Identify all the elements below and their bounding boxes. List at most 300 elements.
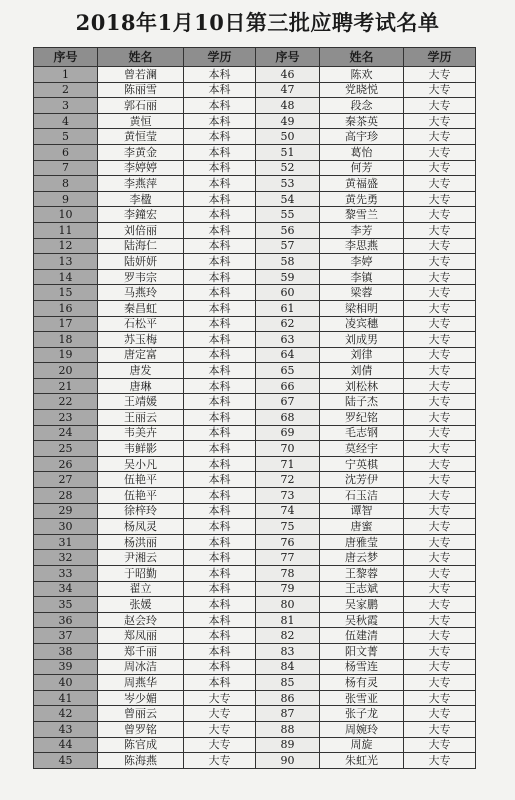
right-name-cell: 唐云梦 xyxy=(320,550,404,566)
table-row xyxy=(34,285,476,301)
left-edu-cell: 本科 xyxy=(184,254,256,270)
right-seq-cell: 84 xyxy=(256,659,320,675)
right-name-cell: 秦茶英 xyxy=(320,113,404,129)
left-name-cell: 马燕玲 xyxy=(98,285,184,301)
right-edu-cell: 大专 xyxy=(404,82,476,98)
left-edu-cell: 本科 xyxy=(184,113,256,129)
left-name-cell: 李婷婷 xyxy=(98,160,184,176)
page-title: 2018年1月10日第三批应聘考试名单 xyxy=(75,10,440,35)
left-name-cell: 陈丽雪 xyxy=(98,82,184,98)
right-name-cell: 何芳 xyxy=(320,160,404,176)
left-seq-cell: 10 xyxy=(34,207,98,223)
right-name-cell: 唐蜜 xyxy=(320,519,404,535)
left-name-cell: 黄恒 xyxy=(98,113,184,129)
right-name-cell: 吴秋霞 xyxy=(320,612,404,628)
right-edu-cell: 大专 xyxy=(404,316,476,332)
table-row xyxy=(34,394,476,410)
left-name-cell: 李黄金 xyxy=(98,144,184,160)
left-seq-cell: 17 xyxy=(34,316,98,332)
left-edu-cell: 本科 xyxy=(184,659,256,675)
right-seq-cell: 46 xyxy=(256,67,320,83)
table-row xyxy=(34,581,476,597)
table-row xyxy=(34,721,476,737)
table-row xyxy=(34,300,476,316)
right-name-cell: 王黎蓉 xyxy=(320,566,404,582)
right-name-cell: 罗纪铭 xyxy=(320,410,404,426)
right-name-cell: 黎雪兰 xyxy=(320,207,404,223)
left-seq-cell: 5 xyxy=(34,129,98,145)
table-row xyxy=(34,441,476,457)
left-edu-cell: 本科 xyxy=(184,456,256,472)
right-name-cell: 陆子杰 xyxy=(320,394,404,410)
right-name-cell: 朱虹光 xyxy=(320,753,404,769)
right-seq-cell: 67 xyxy=(256,394,320,410)
left-name-cell: 王靖媛 xyxy=(98,394,184,410)
right-name-cell: 李思燕 xyxy=(320,238,404,254)
right-seq-cell: 73 xyxy=(256,488,320,504)
left-seq-cell: 3 xyxy=(34,98,98,114)
right-edu-cell: 大专 xyxy=(404,363,476,379)
left-name-cell: 郭石丽 xyxy=(98,98,184,114)
header-seq-left: 序号 xyxy=(34,48,98,67)
right-name-cell: 莫经宇 xyxy=(320,441,404,457)
right-name-cell: 李芳 xyxy=(320,222,404,238)
left-name-cell: 曾罗铭 xyxy=(98,721,184,737)
left-edu-cell: 本科 xyxy=(184,425,256,441)
right-edu-cell: 大专 xyxy=(404,176,476,192)
right-name-cell: 梁相明 xyxy=(320,300,404,316)
left-seq-cell: 39 xyxy=(34,659,98,675)
left-edu-cell: 本科 xyxy=(184,347,256,363)
right-seq-cell: 74 xyxy=(256,503,320,519)
table-row xyxy=(34,82,476,98)
right-edu-cell: 大专 xyxy=(404,207,476,223)
table-row xyxy=(34,269,476,285)
candidate-table xyxy=(33,47,476,769)
left-seq-cell: 21 xyxy=(34,378,98,394)
table-row xyxy=(34,129,476,145)
right-seq-cell: 83 xyxy=(256,643,320,659)
right-seq-cell: 60 xyxy=(256,285,320,301)
table-row xyxy=(34,612,476,628)
left-seq-cell: 2 xyxy=(34,82,98,98)
left-edu-cell: 本科 xyxy=(184,300,256,316)
right-seq-cell: 66 xyxy=(256,378,320,394)
left-seq-cell: 20 xyxy=(34,363,98,379)
right-edu-cell: 大专 xyxy=(404,394,476,410)
left-name-cell: 王丽云 xyxy=(98,410,184,426)
right-edu-cell: 大专 xyxy=(404,643,476,659)
table-row xyxy=(34,706,476,722)
left-edu-cell: 本科 xyxy=(184,597,256,613)
right-name-cell: 梁蓉 xyxy=(320,285,404,301)
right-name-cell: 张子龙 xyxy=(320,706,404,722)
left-seq-cell: 13 xyxy=(34,254,98,270)
right-name-cell: 周旋 xyxy=(320,737,404,753)
left-seq-cell: 45 xyxy=(34,753,98,769)
table-row xyxy=(34,597,476,613)
table-row xyxy=(34,534,476,550)
right-name-cell: 谭智 xyxy=(320,503,404,519)
right-edu-cell: 大专 xyxy=(404,98,476,114)
table-row xyxy=(34,425,476,441)
left-name-cell: 刘倍丽 xyxy=(98,222,184,238)
table-row xyxy=(34,675,476,691)
right-name-cell: 杨有灵 xyxy=(320,675,404,691)
header-edu-right: 学历 xyxy=(404,48,476,67)
left-edu-cell: 本科 xyxy=(184,222,256,238)
left-name-cell: 罗韦宗 xyxy=(98,269,184,285)
left-edu-cell: 本科 xyxy=(184,269,256,285)
right-seq-cell: 48 xyxy=(256,98,320,114)
left-edu-cell: 本科 xyxy=(184,82,256,98)
right-seq-cell: 76 xyxy=(256,534,320,550)
right-edu-cell: 大专 xyxy=(404,721,476,737)
right-seq-cell: 65 xyxy=(256,363,320,379)
left-edu-cell: 本科 xyxy=(184,98,256,114)
right-edu-cell: 大专 xyxy=(404,737,476,753)
table-row xyxy=(34,378,476,394)
right-seq-cell: 54 xyxy=(256,191,320,207)
left-edu-cell: 本科 xyxy=(184,238,256,254)
right-edu-cell: 大专 xyxy=(404,160,476,176)
left-edu-cell: 大专 xyxy=(184,690,256,706)
right-name-cell: 唐雅莹 xyxy=(320,534,404,550)
right-name-cell: 高宇珍 xyxy=(320,129,404,145)
right-name-cell: 黄福盛 xyxy=(320,176,404,192)
right-edu-cell: 大专 xyxy=(404,425,476,441)
table-row xyxy=(34,67,476,83)
right-edu-cell: 大专 xyxy=(404,254,476,270)
left-name-cell: 陆海仁 xyxy=(98,238,184,254)
right-name-cell: 王志斌 xyxy=(320,581,404,597)
table-row xyxy=(34,144,476,160)
right-name-cell: 毛志钢 xyxy=(320,425,404,441)
right-edu-cell: 大专 xyxy=(404,441,476,457)
right-seq-cell: 85 xyxy=(256,675,320,691)
left-seq-cell: 16 xyxy=(34,300,98,316)
left-seq-cell: 33 xyxy=(34,566,98,582)
left-seq-cell: 23 xyxy=(34,410,98,426)
left-name-cell: 周冰洁 xyxy=(98,659,184,675)
right-seq-cell: 57 xyxy=(256,238,320,254)
right-name-cell: 宁英棋 xyxy=(320,456,404,472)
right-edu-cell: 大专 xyxy=(404,285,476,301)
table-row xyxy=(34,488,476,504)
left-edu-cell: 大专 xyxy=(184,706,256,722)
left-name-cell: 韦美卉 xyxy=(98,425,184,441)
right-seq-cell: 80 xyxy=(256,597,320,613)
left-seq-cell: 35 xyxy=(34,597,98,613)
left-seq-cell: 29 xyxy=(34,503,98,519)
right-edu-cell: 大专 xyxy=(404,410,476,426)
left-edu-cell: 本科 xyxy=(184,144,256,160)
left-seq-cell: 28 xyxy=(34,488,98,504)
right-seq-cell: 70 xyxy=(256,441,320,457)
right-edu-cell: 大专 xyxy=(404,581,476,597)
right-name-cell: 石玉洁 xyxy=(320,488,404,504)
right-name-cell: 吴家鹏 xyxy=(320,597,404,613)
right-seq-cell: 71 xyxy=(256,456,320,472)
left-seq-cell: 11 xyxy=(34,222,98,238)
left-edu-cell: 本科 xyxy=(184,129,256,145)
table-row xyxy=(34,737,476,753)
right-seq-cell: 79 xyxy=(256,581,320,597)
left-seq-cell: 32 xyxy=(34,550,98,566)
left-seq-cell: 27 xyxy=(34,472,98,488)
left-edu-cell: 本科 xyxy=(184,285,256,301)
right-seq-cell: 64 xyxy=(256,347,320,363)
right-seq-cell: 58 xyxy=(256,254,320,270)
header-name-right: 姓名 xyxy=(320,48,404,67)
right-edu-cell: 大专 xyxy=(404,612,476,628)
right-seq-cell: 87 xyxy=(256,706,320,722)
right-name-cell: 刘律 xyxy=(320,347,404,363)
left-name-cell: 尹湘云 xyxy=(98,550,184,566)
right-seq-cell: 61 xyxy=(256,300,320,316)
right-seq-cell: 89 xyxy=(256,737,320,753)
left-seq-cell: 25 xyxy=(34,441,98,457)
right-edu-cell: 大专 xyxy=(404,503,476,519)
right-name-cell: 李婷 xyxy=(320,254,404,270)
right-seq-cell: 55 xyxy=(256,207,320,223)
right-edu-cell: 大专 xyxy=(404,222,476,238)
left-seq-cell: 18 xyxy=(34,332,98,348)
left-name-cell: 郑千丽 xyxy=(98,643,184,659)
left-edu-cell: 本科 xyxy=(184,519,256,535)
left-name-cell: 陈官成 xyxy=(98,737,184,753)
table-row xyxy=(34,347,476,363)
left-name-cell: 唐定富 xyxy=(98,347,184,363)
left-seq-cell: 43 xyxy=(34,721,98,737)
left-name-cell: 徐梓玲 xyxy=(98,503,184,519)
left-edu-cell: 本科 xyxy=(184,160,256,176)
left-name-cell: 唐发 xyxy=(98,363,184,379)
right-name-cell: 段念 xyxy=(320,98,404,114)
left-name-cell: 陈海燕 xyxy=(98,753,184,769)
right-name-cell: 阳文菁 xyxy=(320,643,404,659)
left-edu-cell: 本科 xyxy=(184,643,256,659)
left-name-cell: 张媛 xyxy=(98,597,184,613)
left-name-cell: 杨洪丽 xyxy=(98,534,184,550)
left-seq-cell: 7 xyxy=(34,160,98,176)
right-edu-cell: 大专 xyxy=(404,129,476,145)
right-edu-cell: 大专 xyxy=(404,675,476,691)
right-seq-cell: 82 xyxy=(256,628,320,644)
right-edu-cell: 大专 xyxy=(404,519,476,535)
right-name-cell: 陈欢 xyxy=(320,67,404,83)
right-name-cell: 张雪亚 xyxy=(320,690,404,706)
left-name-cell: 岑少媚 xyxy=(98,690,184,706)
left-seq-cell: 37 xyxy=(34,628,98,644)
left-edu-cell: 大专 xyxy=(184,737,256,753)
header-edu-left: 学历 xyxy=(184,48,256,67)
table-row xyxy=(34,238,476,254)
left-seq-cell: 8 xyxy=(34,176,98,192)
left-name-cell: 李楹 xyxy=(98,191,184,207)
table-row xyxy=(34,566,476,582)
table-row xyxy=(34,456,476,472)
right-seq-cell: 53 xyxy=(256,176,320,192)
right-edu-cell: 大专 xyxy=(404,488,476,504)
left-seq-cell: 19 xyxy=(34,347,98,363)
header-seq-right: 序号 xyxy=(256,48,320,67)
left-edu-cell: 大专 xyxy=(184,753,256,769)
table-row xyxy=(34,316,476,332)
left-seq-cell: 26 xyxy=(34,456,98,472)
table-row xyxy=(34,160,476,176)
left-name-cell: 周燕华 xyxy=(98,675,184,691)
right-edu-cell: 大专 xyxy=(404,706,476,722)
left-edu-cell: 本科 xyxy=(184,488,256,504)
left-seq-cell: 30 xyxy=(34,519,98,535)
right-edu-cell: 大专 xyxy=(404,597,476,613)
left-edu-cell: 本科 xyxy=(184,581,256,597)
table-row xyxy=(34,191,476,207)
left-edu-cell: 本科 xyxy=(184,472,256,488)
right-seq-cell: 68 xyxy=(256,410,320,426)
left-edu-cell: 本科 xyxy=(184,566,256,582)
table-row xyxy=(34,207,476,223)
left-name-cell: 李鐘宏 xyxy=(98,207,184,223)
right-edu-cell: 大专 xyxy=(404,269,476,285)
table-row xyxy=(34,690,476,706)
right-name-cell: 葛怡 xyxy=(320,144,404,160)
right-edu-cell: 大专 xyxy=(404,144,476,160)
right-seq-cell: 59 xyxy=(256,269,320,285)
right-edu-cell: 大专 xyxy=(404,332,476,348)
left-seq-cell: 36 xyxy=(34,612,98,628)
right-name-cell: 黄先勇 xyxy=(320,191,404,207)
left-seq-cell: 9 xyxy=(34,191,98,207)
right-name-cell: 李镇 xyxy=(320,269,404,285)
left-seq-cell: 42 xyxy=(34,706,98,722)
table-row xyxy=(34,628,476,644)
right-name-cell: 刘松林 xyxy=(320,378,404,394)
left-edu-cell: 本科 xyxy=(184,378,256,394)
left-edu-cell: 本科 xyxy=(184,207,256,223)
right-edu-cell: 大专 xyxy=(404,456,476,472)
left-seq-cell: 38 xyxy=(34,643,98,659)
right-seq-cell: 88 xyxy=(256,721,320,737)
left-edu-cell: 本科 xyxy=(184,176,256,192)
header-row xyxy=(34,48,476,67)
left-edu-cell: 本科 xyxy=(184,363,256,379)
right-seq-cell: 50 xyxy=(256,129,320,145)
right-edu-cell: 大专 xyxy=(404,191,476,207)
left-edu-cell: 本科 xyxy=(184,191,256,207)
left-edu-cell: 本科 xyxy=(184,503,256,519)
right-seq-cell: 49 xyxy=(256,113,320,129)
left-edu-cell: 本科 xyxy=(184,410,256,426)
left-seq-cell: 41 xyxy=(34,690,98,706)
left-name-cell: 曾若澜 xyxy=(98,67,184,83)
right-edu-cell: 大专 xyxy=(404,238,476,254)
table-row xyxy=(34,550,476,566)
right-edu-cell: 大专 xyxy=(404,690,476,706)
left-name-cell: 伍艳平 xyxy=(98,488,184,504)
left-seq-cell: 12 xyxy=(34,238,98,254)
left-edu-cell: 本科 xyxy=(184,628,256,644)
left-name-cell: 苏玉梅 xyxy=(98,332,184,348)
left-edu-cell: 本科 xyxy=(184,534,256,550)
left-seq-cell: 14 xyxy=(34,269,98,285)
header-name-left: 姓名 xyxy=(98,48,184,67)
right-name-cell: 凌宾穗 xyxy=(320,316,404,332)
right-seq-cell: 62 xyxy=(256,316,320,332)
left-name-cell: 郑凤丽 xyxy=(98,628,184,644)
left-edu-cell: 本科 xyxy=(184,441,256,457)
left-edu-cell: 本科 xyxy=(184,394,256,410)
left-name-cell: 伍艳平 xyxy=(98,472,184,488)
right-edu-cell: 大专 xyxy=(404,378,476,394)
right-name-cell: 沈芳伊 xyxy=(320,472,404,488)
table-row xyxy=(34,332,476,348)
left-seq-cell: 40 xyxy=(34,675,98,691)
right-seq-cell: 86 xyxy=(256,690,320,706)
table-row xyxy=(34,753,476,769)
left-seq-cell: 4 xyxy=(34,113,98,129)
right-seq-cell: 81 xyxy=(256,612,320,628)
right-name-cell: 周婉玲 xyxy=(320,721,404,737)
right-name-cell: 刘成男 xyxy=(320,332,404,348)
right-seq-cell: 63 xyxy=(256,332,320,348)
left-seq-cell: 15 xyxy=(34,285,98,301)
right-seq-cell: 47 xyxy=(256,82,320,98)
right-edu-cell: 大专 xyxy=(404,300,476,316)
left-seq-cell: 1 xyxy=(34,67,98,83)
left-name-cell: 唐琳 xyxy=(98,378,184,394)
right-seq-cell: 56 xyxy=(256,222,320,238)
table-row xyxy=(34,410,476,426)
table-row xyxy=(34,503,476,519)
left-name-cell: 黄恒莹 xyxy=(98,129,184,145)
table-row xyxy=(34,363,476,379)
left-name-cell: 赵会玲 xyxy=(98,612,184,628)
right-edu-cell: 大专 xyxy=(404,113,476,129)
left-name-cell: 韦鲜影 xyxy=(98,441,184,457)
table-row xyxy=(34,113,476,129)
left-edu-cell: 本科 xyxy=(184,550,256,566)
left-edu-cell: 本科 xyxy=(184,67,256,83)
left-name-cell: 秦昌虹 xyxy=(98,300,184,316)
left-name-cell: 陆妍妍 xyxy=(98,254,184,270)
table-row xyxy=(34,222,476,238)
left-seq-cell: 44 xyxy=(34,737,98,753)
right-seq-cell: 78 xyxy=(256,566,320,582)
table-row xyxy=(34,254,476,270)
right-edu-cell: 大专 xyxy=(404,67,476,83)
left-name-cell: 曾丽云 xyxy=(98,706,184,722)
right-seq-cell: 90 xyxy=(256,753,320,769)
right-edu-cell: 大专 xyxy=(404,347,476,363)
left-name-cell: 吴小凡 xyxy=(98,456,184,472)
left-seq-cell: 22 xyxy=(34,394,98,410)
table-row xyxy=(34,643,476,659)
right-edu-cell: 大专 xyxy=(404,472,476,488)
table-row xyxy=(34,659,476,675)
left-edu-cell: 大专 xyxy=(184,721,256,737)
left-seq-cell: 24 xyxy=(34,425,98,441)
left-name-cell: 李燕萍 xyxy=(98,176,184,192)
left-name-cell: 杨凤灵 xyxy=(98,519,184,535)
left-seq-cell: 34 xyxy=(34,581,98,597)
table-row xyxy=(34,176,476,192)
right-name-cell: 刘倩 xyxy=(320,363,404,379)
right-name-cell: 党晓悦 xyxy=(320,82,404,98)
table-row xyxy=(34,472,476,488)
right-seq-cell: 77 xyxy=(256,550,320,566)
